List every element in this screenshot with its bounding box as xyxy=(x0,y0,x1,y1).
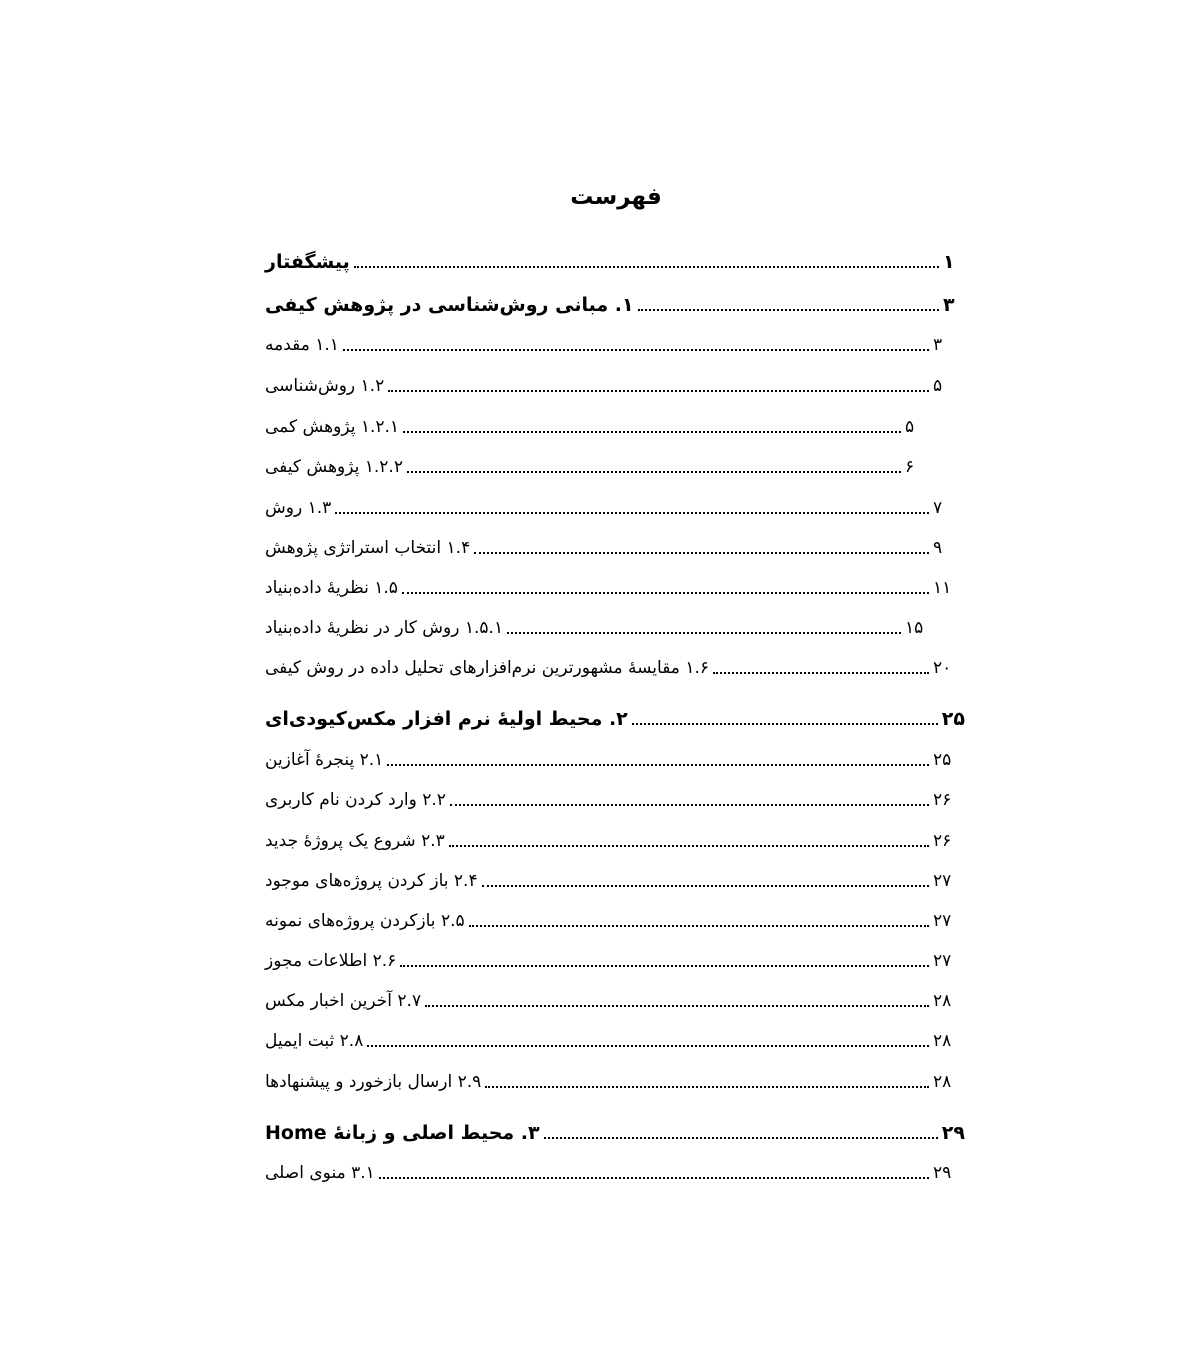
dot-leader xyxy=(474,552,929,554)
toc-entry-label: پیشگفتار xyxy=(265,251,350,273)
toc-entry-page-number: ۱۵ xyxy=(905,618,924,638)
toc-entry-page-number: ۲۷ xyxy=(933,911,952,931)
toc-entry-page-number: ۲۵ xyxy=(941,708,965,730)
toc-entry-label: ۲.۵ بازکردن پروژه‌های نمونه xyxy=(265,911,465,931)
toc-entry xyxy=(265,701,965,731)
toc-entry xyxy=(265,1155,955,1185)
toc-entry-page-number: ۲۷ xyxy=(933,951,952,971)
toc-entry-page-number: ۵ xyxy=(905,417,915,437)
toc-entry xyxy=(265,368,955,398)
toc-entry xyxy=(265,530,955,560)
dot-leader xyxy=(354,266,939,268)
dot-leader xyxy=(638,309,939,311)
toc-entry-label: ۱.۵ نظریهٔ داده‌بنیاد xyxy=(265,578,398,598)
dot-leader xyxy=(469,925,929,927)
toc-entry xyxy=(265,570,955,600)
dot-leader xyxy=(367,1045,929,1047)
toc-entry-label: ۳. محیط اصلی و زبانهٔ Home xyxy=(265,1122,540,1144)
toc-entry-page-number: ۲۶ xyxy=(933,831,952,851)
toc-entry-label: ۲.۱ پنجرهٔ آغازین xyxy=(265,750,384,770)
toc-entry xyxy=(265,943,955,973)
toc-entry xyxy=(265,782,955,812)
toc-entry-label: ۲.۸ ثبت ایمیل xyxy=(265,1031,364,1051)
dot-leader xyxy=(387,764,929,766)
toc-entry-page-number: ۹ xyxy=(933,538,943,558)
toc-entry-page-number: ۲۸ xyxy=(933,1031,952,1051)
toc-entry-page-number: ۶ xyxy=(905,457,915,477)
toc-entry-label: ۲.۴ باز کردن پروژه‌های موجود xyxy=(265,871,478,891)
dot-leader xyxy=(400,965,929,967)
toc-entry-label: ۲.۳ شروع یک پروژهٔ جدید xyxy=(265,831,445,851)
toc-entry-page-number: ۲۸ xyxy=(933,991,952,1011)
toc-entry-page-number: ۲۵ xyxy=(933,750,952,770)
dot-leader xyxy=(407,471,901,473)
toc-entry-label: ۱.۵.۱ روش کار در نظریهٔ داده‌بنیاد xyxy=(265,618,504,638)
dot-leader xyxy=(632,723,938,725)
toc-entry-page-number: ۳ xyxy=(943,294,955,316)
toc-entry-page-number: ۲۶ xyxy=(933,790,952,810)
toc-entry xyxy=(265,1115,965,1145)
toc-entry xyxy=(265,449,927,479)
toc-entry-page-number: ۵ xyxy=(933,376,943,396)
toc-entry xyxy=(265,823,955,853)
toc-entry-label: ۲.۲ وارد کردن نام کاربری xyxy=(265,790,446,810)
dot-leader xyxy=(425,1005,929,1007)
toc-entry xyxy=(265,327,955,357)
dot-leader xyxy=(507,632,901,634)
dot-leader xyxy=(403,431,901,433)
toc-entry-page-number: ۲۷ xyxy=(933,871,952,891)
toc-entry-label: ۱.۴ انتخاب استراتژی پژوهش xyxy=(265,538,471,558)
toc-entry xyxy=(265,287,965,317)
toc-entry-label: ۱.۲.۱ پژوهش کمی xyxy=(265,417,400,437)
toc-entry-page-number: ۲۹ xyxy=(933,1163,952,1183)
dot-leader xyxy=(343,349,929,351)
toc-entry xyxy=(265,742,955,772)
toc-entry-page-number: ۲۹ xyxy=(941,1122,965,1144)
toc-entry xyxy=(265,983,955,1013)
dot-leader xyxy=(485,1086,929,1088)
toc-entry xyxy=(265,903,955,933)
toc-entry-label: ۱.۱ مقدمه xyxy=(265,335,339,355)
toc-entry-page-number: ۳ xyxy=(933,335,943,355)
toc-entry-page-number: ۱ xyxy=(943,251,955,273)
dot-leader xyxy=(449,845,929,847)
toc-entry xyxy=(265,1023,955,1053)
toc-entry-label: ۱.۳ روش xyxy=(265,498,332,518)
toc-entry-label: ۲.۹ ارسال بازخورد و پیشنهادها xyxy=(265,1072,482,1092)
toc-entry xyxy=(265,490,955,520)
dot-leader xyxy=(388,390,929,392)
toc-entry xyxy=(265,650,955,680)
toc-entry-label: ۱.۲.۲ پژوهش کیفی xyxy=(265,457,403,477)
toc-entry-page-number: ۷ xyxy=(933,498,943,518)
toc-entry-label: ۱. مبانی روش‌شناسی در پژوهش کیفی xyxy=(265,294,634,316)
toc-title: فهرست xyxy=(570,184,662,210)
dot-leader xyxy=(713,672,929,674)
toc-entry-page-number: ۲۸ xyxy=(933,1072,952,1092)
dot-leader xyxy=(402,592,929,594)
dot-leader xyxy=(450,804,929,806)
toc-entry-page-number: ۱۱ xyxy=(933,578,952,598)
toc-entry-label: ۱.۲ روش‌شناسی xyxy=(265,376,385,396)
toc-entry xyxy=(265,1064,955,1094)
toc-entry-label: ۱.۶ مقایسهٔ مشهورترین نرم‌افزارهای تحلیل داده در روش کیفی xyxy=(265,658,709,678)
toc-entry xyxy=(265,409,927,439)
toc-entry-page-number: ۲۰ xyxy=(933,658,952,678)
toc-entry-label: ۲. محیط اولیهٔ نرم افزار مکس‌کیودی‌ای xyxy=(265,708,628,730)
dot-leader xyxy=(335,512,929,514)
toc-entry xyxy=(265,863,955,893)
dot-leader xyxy=(379,1177,929,1179)
toc-entry-label: ۲.۷ آخرین اخبار مکس xyxy=(265,991,422,1011)
toc-entry-label: ۲.۶ اطلاعات مجوز xyxy=(265,951,397,971)
toc-entry xyxy=(265,610,927,640)
toc-entry xyxy=(265,244,965,274)
dot-leader xyxy=(544,1137,938,1139)
dot-leader xyxy=(482,885,929,887)
toc-entry-label: ۳.۱ منوی اصلی xyxy=(265,1163,375,1183)
